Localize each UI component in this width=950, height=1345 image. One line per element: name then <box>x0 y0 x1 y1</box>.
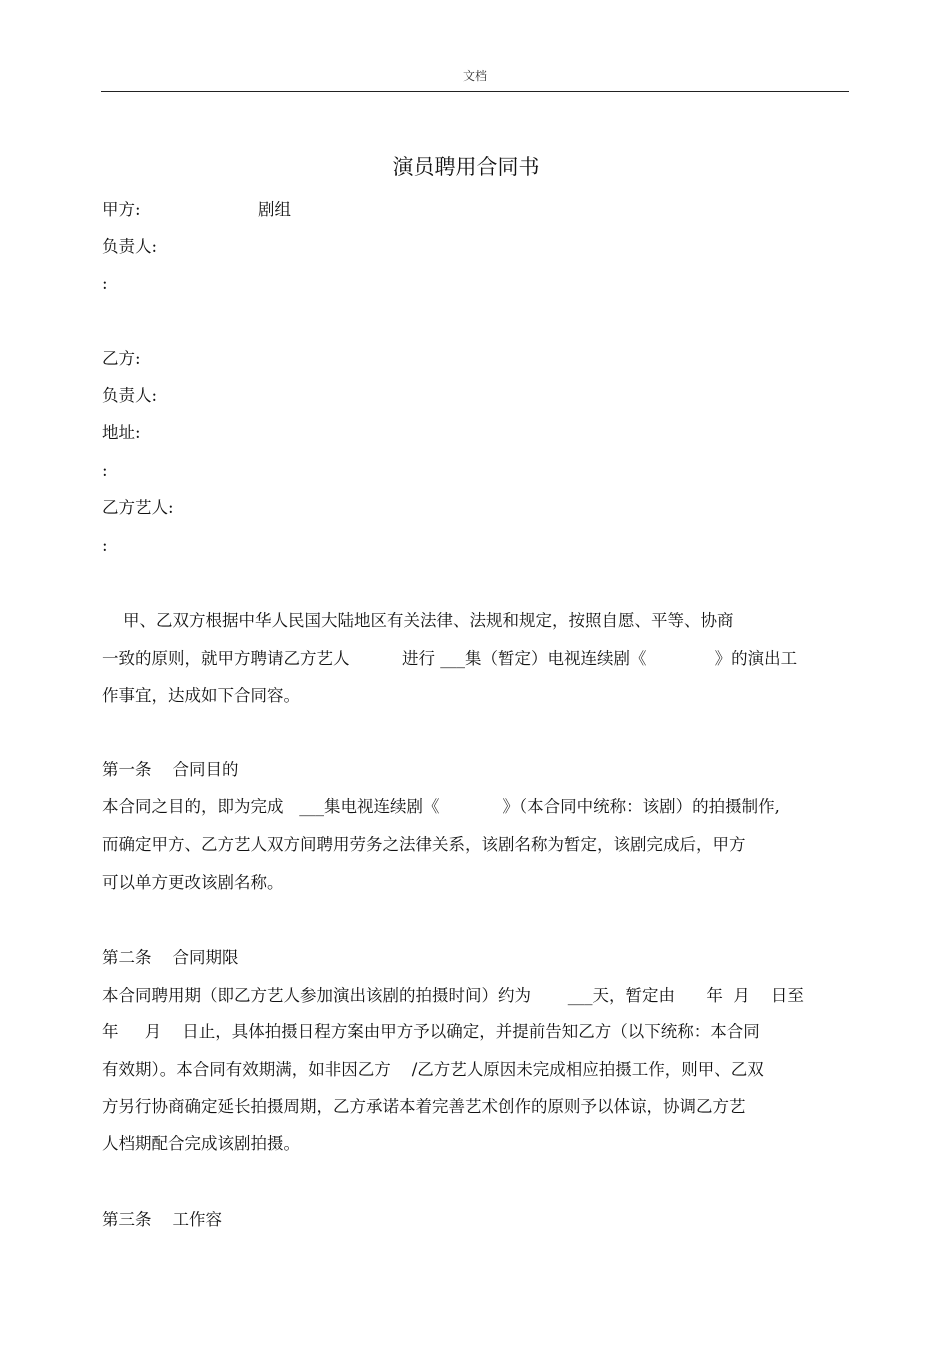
article-1-line: 本合同之目的，即为完成 ___集电视连续剧《 》（本合同中统称：该剧）的拍摄制作, <box>102 797 780 816</box>
page-header: 文档 <box>462 69 487 83</box>
article-2-line: 方另行协商确定延长拍摄周期，乙方承诺本着完善艺术创作的原则予以体谅，协调乙方艺 <box>102 1097 746 1116</box>
article-1-heading: 第一条 合同目的 <box>102 760 239 779</box>
intro-line: 一致的原则，就甲方聘请乙方艺人 进行 ___集（暂定）电视连续剧《 》的演出工 <box>102 649 798 668</box>
article-2-heading: 第二条 合同期限 <box>102 948 239 967</box>
article-3-heading: 第三条 工作容 <box>102 1210 222 1229</box>
intro-line: 作事宜，达成如下合同容。 <box>102 686 300 705</box>
party-b-artist: 乙方艺人: <box>102 498 174 517</box>
party-a-label: 甲方: <box>102 200 141 219</box>
party-b-artist-colon: : <box>102 536 108 555</box>
party-a-rep: 负责人: <box>102 237 158 256</box>
article-2-line: 年 月 日止，具体拍摄日程方案由甲方予以确定，并提前告知乙方（以下统称：本合同 <box>102 1022 760 1041</box>
article-1-line: 而确定甲方、乙方艺人双方间聘用劳务之法律关系，该剧名称为暂定，该剧完成后，甲方 <box>102 835 746 854</box>
document-title: 演员聘用合同书 <box>392 155 540 179</box>
party-b-colon: : <box>102 461 108 480</box>
party-b-label: 乙方: <box>102 349 141 368</box>
header-divider <box>101 91 849 92</box>
article-2-line: 有效期）。本合同有效期满，如非因乙方 /乙方艺人原因未完成相应拍摄工作，则甲、乙双 <box>102 1060 764 1079</box>
article-2-line: 本合同聘用期（即乙方艺人参加演出该剧的拍摄时间）约为 ___天，暂定由 年 月 日至 <box>102 986 804 1005</box>
article-2-line: 人档期配合完成该剧拍摄。 <box>102 1134 300 1153</box>
article-1-line: 可以单方更改该剧名称。 <box>102 873 284 892</box>
party-b-address: 地址: <box>102 423 141 442</box>
intro-line: 甲、乙双方根据中华人民国大陆地区有关法律、法规和规定，按照自愿、平等、协商 <box>102 611 734 630</box>
party-a-name: 剧组 <box>258 200 291 219</box>
party-a-colon: : <box>102 274 108 293</box>
party-b-rep: 负责人: <box>102 386 158 405</box>
